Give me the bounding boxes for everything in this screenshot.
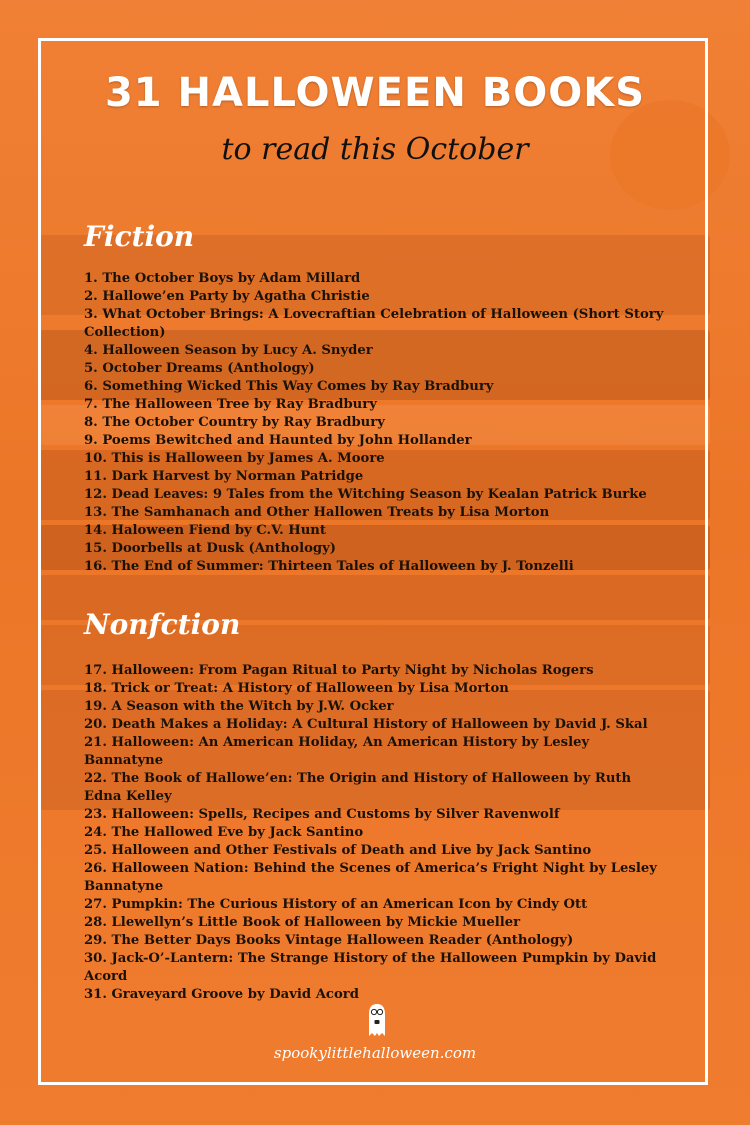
- list-item: 30. Jack-O’-Lantern: The Strange History of the Halloween Pumpkin by David Acord: [84, 951, 657, 984]
- list-item: 11. Dark Harvest by Norman Patridge: [84, 469, 364, 484]
- list-item: 21. Halloween: An American Holiday, An American History by Lesley Bannatyne: [84, 735, 590, 768]
- list-item: 12. Dead Leaves: 9 Tales from the Witching Season by Kealan Patrick Burke: [84, 487, 647, 502]
- list-item: 27. Pumpkin: The Curious History of an American Icon by Cindy Ott: [84, 897, 588, 912]
- list-item: 3. What October Brings: A Lovecraftian Celebration of Halloween (Short Story Collection): [84, 307, 664, 340]
- page-subtitle: to read this October: [221, 132, 529, 167]
- website-url: spookylittlehalloween.com: [273, 1044, 477, 1062]
- nonfiction-list: [84, 662, 664, 1004]
- fiction-heading: Fiction: [84, 220, 195, 253]
- list-item: 26. Halloween Nation: Behind the Scenes of America’s Fright Night by Lesley Bannatyne: [84, 861, 657, 894]
- list-item: 8. The October Country by Ray Bradbury: [84, 415, 385, 430]
- list-item: 5. October Dreams (Anthology): [84, 361, 315, 376]
- list-item: 16. The End of Summer: Thirteen Tales of Halloween by J. Tonzelli: [84, 559, 574, 574]
- page-title: 31 HALLOWEEN BOOKS: [104, 70, 646, 116]
- list-item: 28. Llewellyn’s Little Book of Halloween by Mickie Mueller: [84, 915, 521, 930]
- list-item: 24. The Hallowed Eve by Jack Santino: [84, 825, 364, 840]
- list-item: 17. Halloween: From Pagan Ritual to Party Night by Nicholas Rogers: [84, 663, 594, 678]
- list-item: 22. The Book of Hallowe’en: The Origin and History of Halloween by Ruth Edna Kelley: [84, 771, 632, 804]
- list-item: 7. The Halloween Tree by Ray Bradbury: [84, 397, 377, 412]
- list-item: 20. Death Makes a Holiday: A Cultural History of Halloween by David J. Skal: [84, 717, 648, 732]
- list-item: 2. Hallowe’en Party by Agatha Christie: [84, 289, 370, 304]
- list-item: 13. The Samhanach and Other Hallowen Treats by Lisa Morton: [84, 505, 550, 520]
- list-item: 29. The Better Days Books Vintage Halloween Reader (Anthology): [84, 933, 574, 948]
- list-item: 14. Haloween Fiend by C.V. Hunt: [84, 523, 326, 538]
- list-item: 31. Graveyard Groove by David Acord: [84, 987, 359, 1002]
- list-item: 25. Halloween and Other Festivals of Death and Live by Jack Santino: [84, 843, 592, 858]
- list-item: 15. Doorbells at Dusk (Anthology): [84, 541, 337, 556]
- ghost-mascot-icon: [366, 1000, 388, 1040]
- list-item: 18. Trick or Treat: A History of Halloween by Lisa Morton: [84, 681, 509, 696]
- list-item: 9. Poems Bewitched and Haunted by John Hollander: [84, 433, 472, 448]
- list-item: 23. Halloween: Spells, Recipes and Customs by Silver Ravenwolf: [84, 807, 560, 822]
- list-item: 10. This is Halloween by James A. Moore: [84, 451, 385, 466]
- list-item: 19. A Season with the Witch by J.W. Ocker: [84, 699, 394, 714]
- fiction-list: [84, 270, 664, 576]
- list-item: 6. Something Wicked This Way Comes by Ray Bradbury: [84, 379, 494, 394]
- list-item: 4. Halloween Season by Lucy A. Snyder: [84, 343, 373, 358]
- nonfiction-heading: Nonfction: [84, 608, 241, 641]
- list-item: 1. The October Boys by Adam Millard: [84, 271, 361, 286]
